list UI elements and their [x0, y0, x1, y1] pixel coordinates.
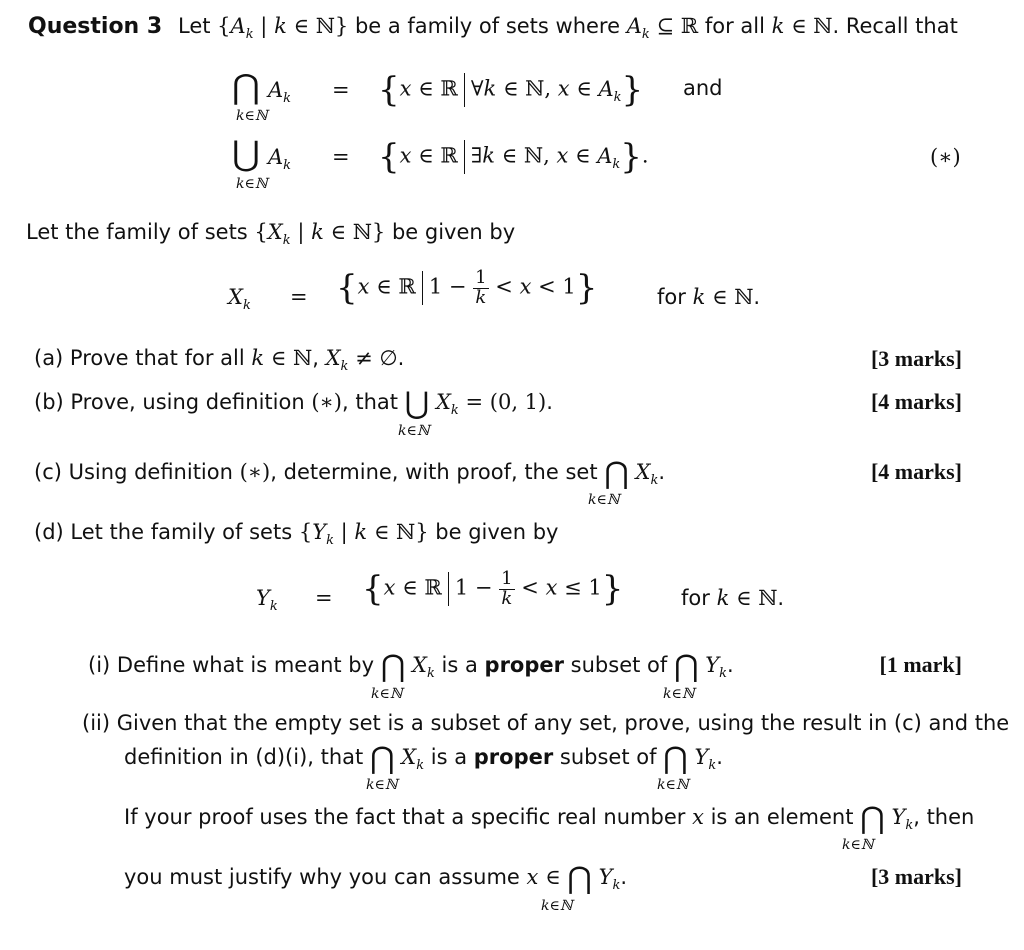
def-and-word: and: [683, 76, 723, 100]
frac-numerator-y: 1: [501, 567, 513, 589]
def-intersection-lhs: $A_k$: [268, 78, 292, 107]
part-d-ii-marks: [3 marks]: [870, 864, 962, 889]
part-a-marks: [3 marks]: [870, 346, 962, 371]
part-d-ii-line4: you must justify why you can assume x ∈ ⋂ $Y_k$.: [124, 861, 628, 896]
part-d-i-marks: [1 mark]: [879, 652, 962, 677]
part-b-text: (b) Prove, using definition (∗), that ⋃ $X_k = (0$, 1).: [34, 386, 553, 421]
part-b-index: k∈ℕ: [398, 423, 430, 439]
part-b-marks: [4 marks]: [870, 389, 962, 414]
family-y-rhs: {x ∈ ℝ 1 − $\frac{1}{k}$ < x ≤ 1}: [362, 567, 624, 609]
part-d-i-text: (i) Define what is meant by ⋂ $X_k$ is a proper subset of ⋂ $Y_k$.: [88, 649, 734, 684]
family-x-suffix: for k ∈ ℕ.: [657, 285, 761, 309]
family-x-lhs: $X_k$: [228, 285, 251, 314]
part-d-ii-line1: (ii) Given that the empty set is a subset of any set, prove, using the result in (c) and the: [82, 711, 1010, 735]
big-cap-icon: ⋂: [232, 67, 260, 107]
def-union-equals: =: [332, 145, 350, 169]
family-x-intro: Let the family of sets {$X_k$ | k ∈ ℕ} be given by: [26, 220, 516, 249]
def-union-index: k∈ℕ: [236, 176, 268, 192]
def-intersection-rhs: {x ∈ ℝ ∀k ∈ ℕ, x ∈ $A_k$}: [378, 70, 644, 110]
family-y-suffix: for k ∈ ℕ.: [681, 586, 785, 610]
def-union-lhs: $A_k$: [268, 145, 292, 174]
part-a-text: (a) Prove that for all k ∈ ℕ, $X_k$ ≠ ∅.: [34, 346, 405, 375]
part-d-ii-index-1: k∈ℕ: [366, 777, 398, 793]
def-tag: (∗): [930, 145, 961, 169]
part-d-ii-index-2: k∈ℕ: [657, 777, 689, 793]
part-c-text: (c) Using definition (∗), determine, with proof, the set ⋂ $X_k$.: [34, 456, 666, 491]
proper-word-1: proper: [484, 653, 564, 677]
part-d-ii-index-4: k∈ℕ: [541, 898, 573, 914]
part-d-ii-index-3: k∈ℕ: [842, 837, 874, 853]
proper-word-2: proper: [473, 745, 554, 769]
part-d-ii-line2: definition in (d)(i), that ⋂ $X_k$ is a proper subset of ⋂ $Y_k$.: [124, 741, 723, 776]
family-y-lhs: $Y_k$: [256, 586, 278, 615]
part-d-i-index-1: k∈ℕ: [371, 686, 403, 702]
part-d-intro: (d) Let the family of sets {$Y_k$ | k ∈ ℕ} be given by: [34, 520, 559, 549]
part-c-index: k∈ℕ: [588, 492, 620, 508]
big-cup-icon: ⋃: [232, 134, 260, 174]
family-x-equals: =: [290, 285, 308, 309]
part-c-marks: [4 marks]: [870, 459, 962, 484]
part-d-ii-line3: If your proof uses the fact that a specific real number x is an element ⋂ $Y_k$, then: [124, 801, 975, 836]
def-intersection-index: k∈ℕ: [236, 108, 268, 124]
def-intersection-equals: =: [332, 78, 350, 102]
question-intro: Let {$A_k$ | k ∈ ℕ} be a family of sets where $A_k$ ⊆ ℝ for all k ∈ ℕ. Recall that: [178, 14, 958, 43]
family-y-equals: =: [315, 586, 333, 610]
question-label: Question 3: [28, 14, 163, 39]
frac-numerator: 1: [475, 266, 487, 288]
def-union-rhs: {x ∈ ℝ ∃k ∈ ℕ, x ∈ $A_k$}.: [378, 137, 649, 177]
family-x-rhs: {x ∈ ℝ 1 − $\frac{1}{k}$ < x < 1}: [336, 266, 598, 308]
part-d-i-index-2: k∈ℕ: [663, 686, 695, 702]
